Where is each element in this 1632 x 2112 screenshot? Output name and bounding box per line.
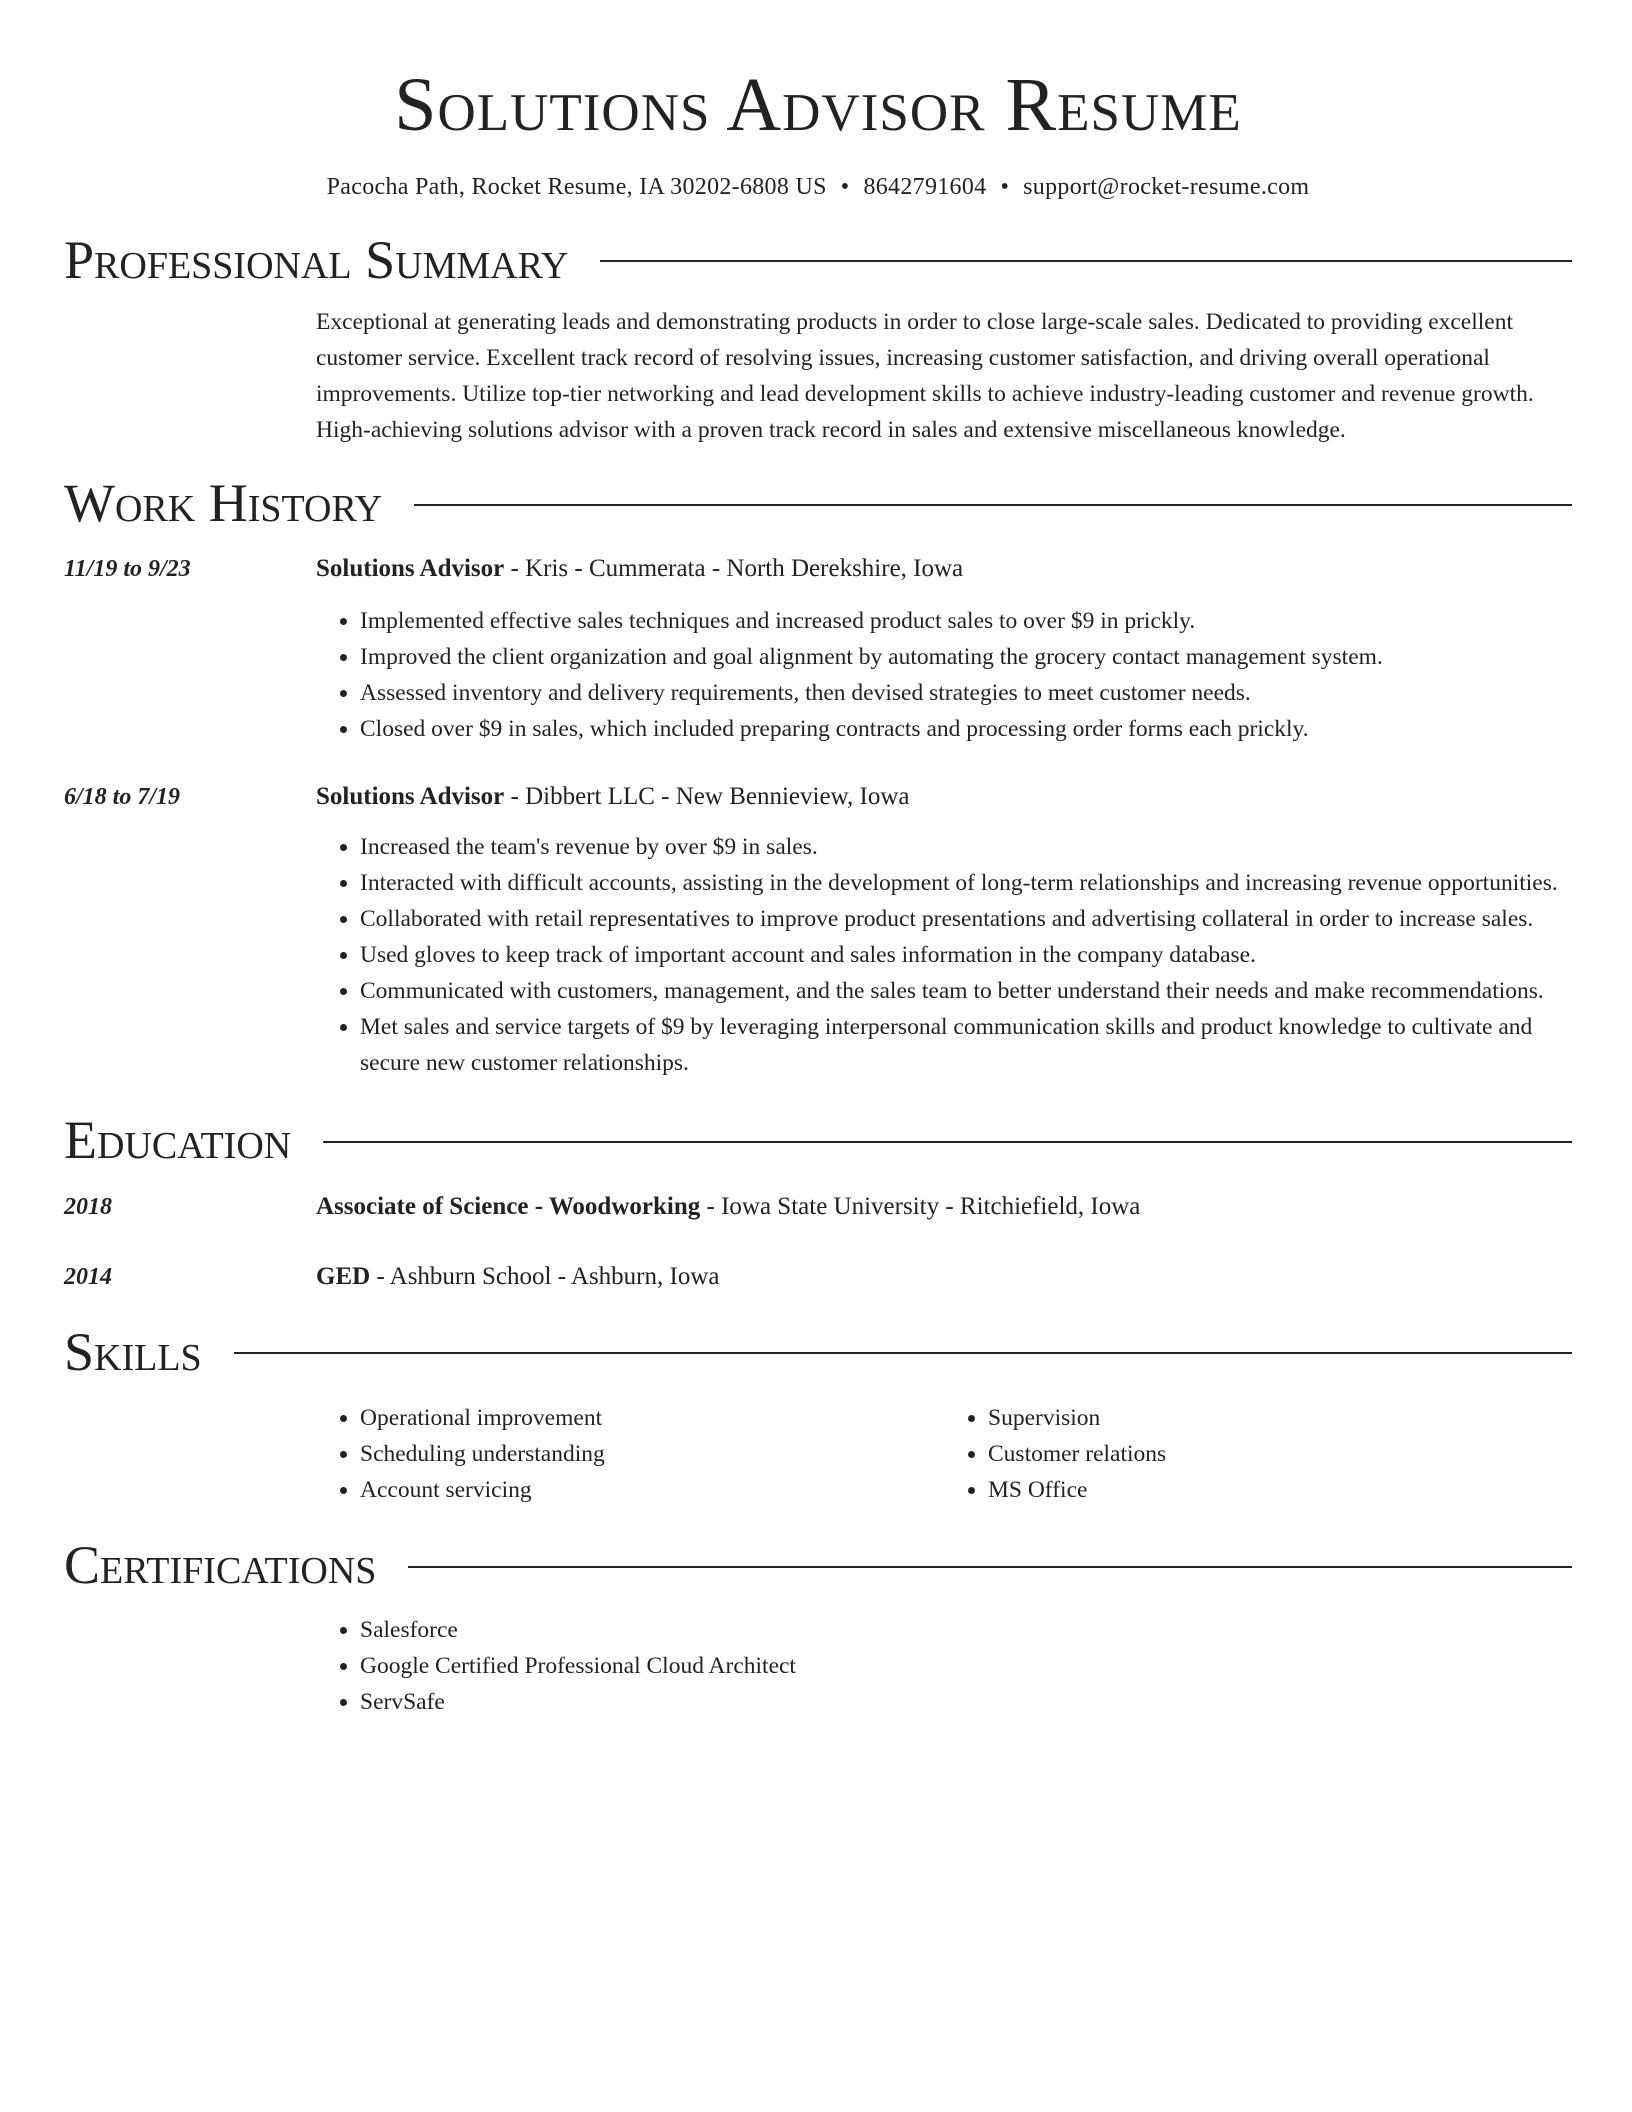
section-divider	[323, 1141, 1572, 1143]
certifications-header	[64, 1536, 1572, 1595]
education-title-line	[316, 1189, 1572, 1225]
education-entry	[64, 1259, 1572, 1295]
job-header	[64, 779, 1572, 815]
list-item: • Interacted with difficult accounts, assisting in the development of long-term relationships and increasing revenue opportunities.	[360, 865, 1572, 901]
section-divider	[408, 1566, 1572, 1568]
education-section	[64, 1111, 1572, 1294]
education-entry	[64, 1189, 1572, 1225]
education-title-line	[316, 1259, 1572, 1295]
list-item: • Collaborated with retail representatives to improve product presentations and advertising collateral in order to increase sales.	[360, 901, 1572, 937]
skills-columns	[316, 1400, 1572, 1508]
contact-separator: •	[1000, 173, 1010, 200]
skills-left-column	[316, 1400, 944, 1508]
education-year: 2018	[64, 1193, 112, 1220]
list-item: • Improved the client organization and goal alignment by automating the grocery contact management system.	[360, 639, 1572, 675]
job-entry	[64, 779, 1572, 1081]
education-school: - Ashburn School - Ashburn, Iowa	[370, 1262, 720, 1290]
education-heading: Education	[64, 1110, 292, 1171]
work-history-section	[64, 474, 1572, 1081]
education-year: 2014	[64, 1263, 112, 1290]
job-employer: - Dibbert LLC - New Bennieview, Iowa	[504, 783, 910, 811]
section-divider	[234, 1352, 1572, 1354]
list-item: • MS Office	[988, 1472, 1572, 1508]
education-degree: Associate of Science - Woodworking	[316, 1192, 701, 1220]
job-dates: 11/19 to 9/23	[64, 556, 191, 583]
list-item: • Account servicing	[360, 1472, 944, 1508]
skills-right-column	[944, 1400, 1572, 1508]
list-item: • Google Certified Professional Cloud Architect	[360, 1648, 1572, 1684]
list-item: • Met sales and service targets of $9 by leveraging interpersonal communication skills and product knowledge to cultivate and secure new customer relationships.	[360, 1009, 1572, 1081]
skills-heading: Skills	[64, 1321, 202, 1382]
certifications-section	[64, 1536, 1572, 1719]
summary-heading: Professional Summary	[64, 229, 569, 290]
list-item: • Scheduling understanding	[360, 1436, 944, 1472]
skills-header	[64, 1323, 1572, 1382]
resume-page	[64, 0, 1572, 1720]
job-header	[64, 551, 1572, 587]
work-history-heading: Work History	[64, 472, 383, 533]
job-title-line	[316, 551, 1572, 587]
job-bullets	[316, 603, 1572, 747]
list-item: • Supervision	[988, 1400, 1572, 1436]
list-item: • Operational improvement	[360, 1400, 944, 1436]
contact-separator: •	[840, 173, 850, 200]
list-item: • Implemented effective sales techniques and increased product sales to over $9 in prickly.	[360, 603, 1572, 639]
skills-section	[64, 1323, 1572, 1508]
job-dates: 6/18 to 7/19	[64, 784, 181, 811]
section-divider	[600, 260, 1572, 262]
list-item: • Used gloves to keep track of important account and sales information in the company database.	[360, 937, 1572, 973]
list-item: • Salesforce	[360, 1612, 1572, 1648]
list-item: • ServSafe	[360, 1684, 1572, 1720]
contact-phone: 8642791604	[863, 173, 987, 200]
certifications-list	[316, 1612, 1572, 1720]
job-role: Solutions Advisor	[316, 555, 505, 583]
resume-title: Solutions Advisor Resume	[394, 63, 1242, 147]
job-role: Solutions Advisor	[316, 783, 505, 811]
certifications-heading: Certifications	[64, 1535, 377, 1596]
summary-text: Exceptional at generating leads and demonstrating products in order to close large-scale sales. Dedicated to providing excellent customer service. Excellent track record of resolving issues, increasing customer satisfaction, and driving overall operational improvements. Utilize top-tier networking and lead development skills to achieve industry-leading customer and revenue growth. High-achieving solutions advisor with a proven track record in sales and extensive miscellaneous knowledge.	[316, 308, 1534, 443]
job-bullets	[316, 829, 1572, 1081]
job-employer: - Kris - Cummerata - North Derekshire, Iowa	[504, 555, 964, 583]
contact-line	[64, 174, 1572, 201]
summary-header	[64, 231, 1572, 290]
job-title-line	[316, 779, 1572, 815]
work-history-header	[64, 474, 1572, 533]
list-item: • Assessed inventory and delivery requirements, then devised strategies to meet customer needs.	[360, 675, 1572, 711]
education-school: - Iowa State University - Ritchiefield, Iowa	[700, 1192, 1141, 1220]
job-entry	[64, 551, 1572, 747]
summary-section	[64, 231, 1572, 448]
list-item: • Customer relations	[988, 1436, 1572, 1472]
section-divider	[414, 504, 1572, 506]
list-item: • Communicated with customers, management, and the sales team to better understand their needs and make recommendations.	[360, 973, 1572, 1009]
list-item: • Increased the team's revenue by over $9 in sales.	[360, 829, 1572, 865]
contact-address: Pacocha Path, Rocket Resume, IA 30202-6808 US	[326, 173, 827, 200]
contact-email: support@rocket-resume.com	[1023, 173, 1310, 200]
education-degree: GED	[316, 1262, 371, 1290]
list-item: • Closed over $9 in sales, which included preparing contracts and processing order forms each prickly.	[360, 711, 1572, 747]
education-header	[64, 1111, 1572, 1170]
